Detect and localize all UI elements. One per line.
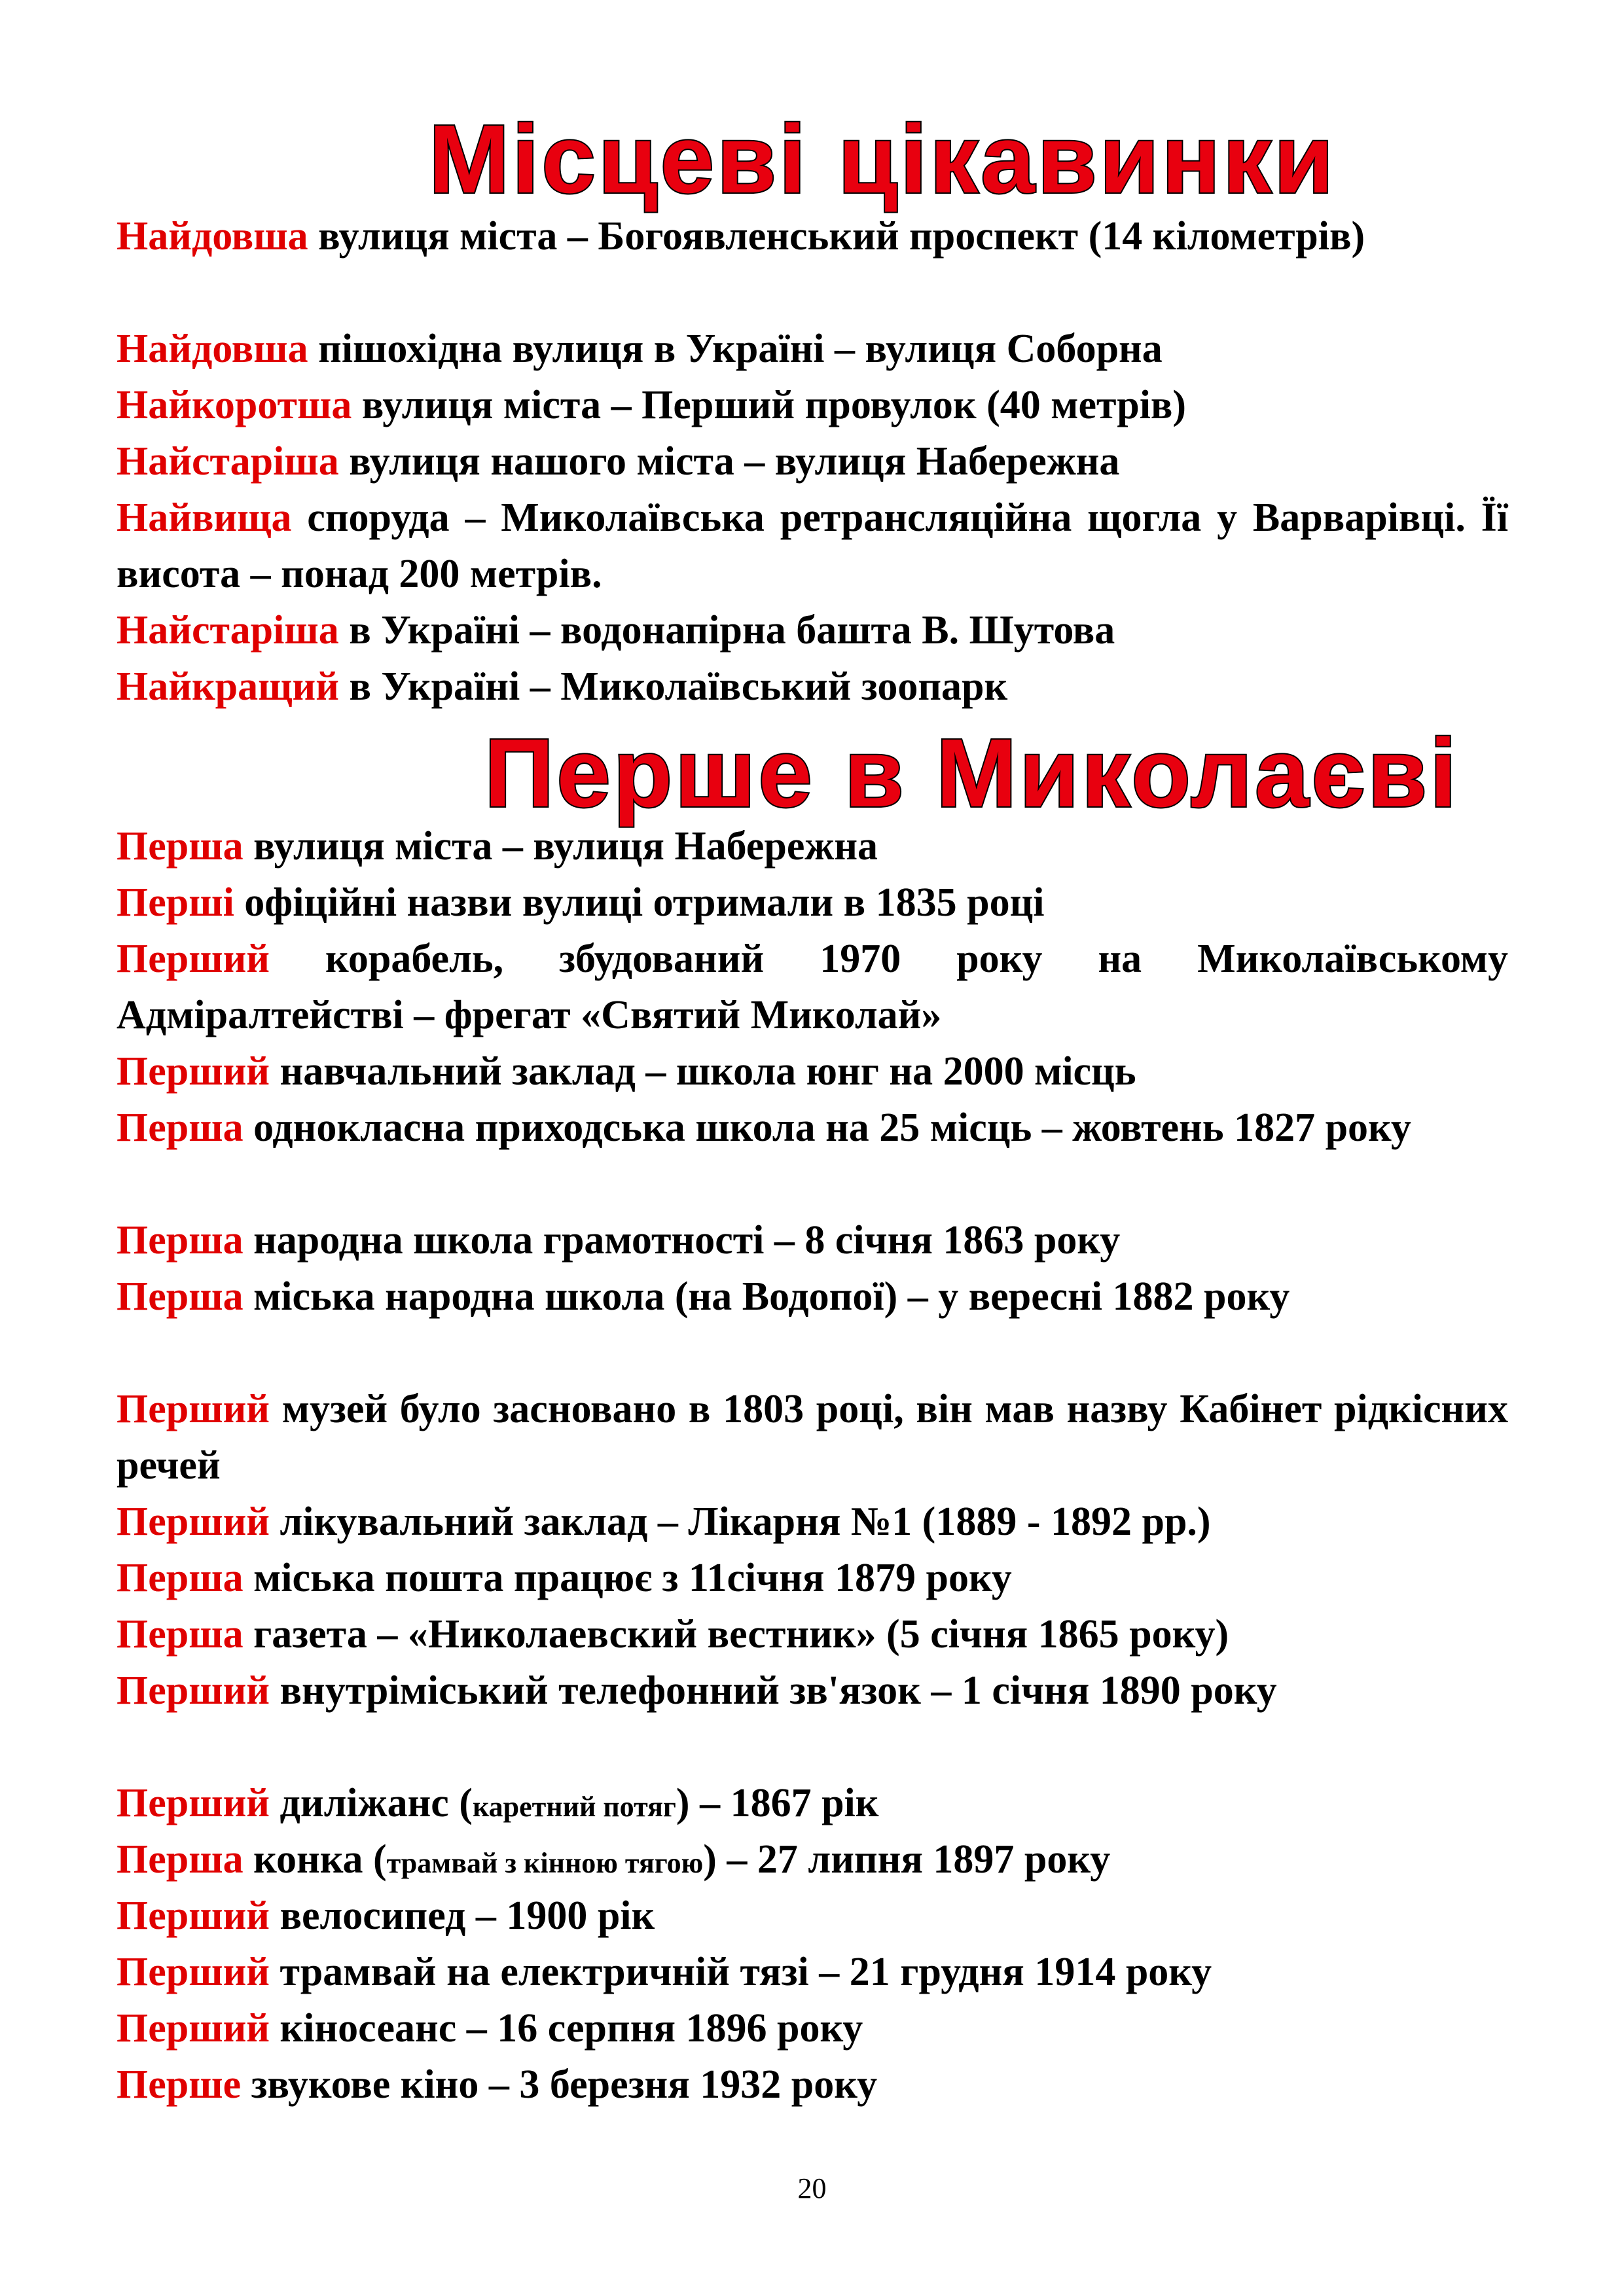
list-item [117,490,1508,602]
item-text: велосипед – 1900 рік [270,1893,655,1938]
keyword: Перша [117,1612,244,1657]
item-text: вулиця міста – Перший провулок (40 метрів) [352,383,1187,427]
item-text: в Україні – водонапірна башта В. Шутова [338,608,1115,653]
item-text: в Україні – Миколаївський зоопарк [338,664,1008,709]
list-item [117,1888,1508,1944]
list-item [117,1100,1508,1156]
item-text: трамвай на електричній тязі – 21 грудня 1914 року [270,1950,1212,1994]
keyword: Перша [117,1105,244,1150]
item-text: корабель, збудований 1970 року на Миколаївському Адміралтействі – фрегат «Святий Миколай» [117,937,1508,1037]
list-item [117,1268,1508,1325]
list-item [117,2000,1508,2056]
keyword: Найдовша [117,214,308,259]
keyword: Найкращий [117,664,339,709]
item-text: споруда – Миколаївська ретрансляційна щогла у Варварівці. Її висота – понад 200 метрів. [117,495,1508,596]
keyword: Перший [117,1499,270,1544]
list-item [117,1550,1508,1606]
list-item [117,1212,1508,1268]
list-item [117,931,1508,1043]
list-item [117,1775,1508,1835]
keyword: Перший [117,937,270,981]
keyword: Перша [117,1556,244,1600]
keyword: Найкоротша [117,383,352,427]
item-text: ) – 1867 рік [676,1781,879,1825]
item-text: навчальний заклад – школа юнг на 2000 місць [270,1049,1136,1094]
keyword: Перша [117,1218,244,1263]
keyword: Перший [117,1950,270,1994]
item-text: вулиця міста – Богоявленський проспект (14 кілометрів) [308,214,1365,259]
list-item [117,377,1508,433]
page-number: 20 [797,2172,827,2204]
keyword: Перший [117,1893,270,1938]
item-text: вулиця міста – вулиця Набережна [243,824,878,869]
list-item [117,2056,1508,2113]
section-title-firsts-in-mykolaiv: Перше в Миколаєві [484,719,1460,827]
list-item [117,1606,1508,1662]
item-text: конка ( [243,1837,387,1882]
item-text: народна школа грамотності – 8 січня 1863 року [243,1218,1121,1263]
list-item [117,1381,1508,1494]
keyword: Найстаріша [117,439,339,484]
item-text: однокласна приходська школа на 25 місць – жовтень 1827 року [243,1105,1411,1150]
item-note: каретний потяг [472,1791,676,1823]
keyword: Перші [117,880,234,925]
keyword: Перший [117,2006,270,2051]
keyword: Перша [117,1274,244,1319]
keyword: Перший [117,1668,270,1713]
keyword: Перший [117,1781,270,1825]
keyword: Найдовша [117,327,308,371]
list-item [117,1662,1508,1719]
list-item [117,1944,1508,2000]
item-text: кіносеанс – 16 серпня 1896 року [270,2006,863,2051]
list-item [117,602,1508,658]
keyword: Перша [117,1837,244,1882]
keyword: Найстаріша [117,608,339,653]
item-text: диліжанс ( [270,1781,473,1825]
list-item [117,208,1508,264]
keyword: Найвища [117,495,292,540]
list-item [117,433,1508,490]
item-text: ) – 27 липня 1897 року [703,1837,1111,1882]
keyword: Перше [117,2062,242,2107]
item-text: внутріміський телефонний зв'язок – 1 січня 1890 року [270,1668,1277,1713]
list-item [117,1494,1508,1550]
item-text: пішохідна вулиця в Україні – вулиця Соборна [308,327,1163,371]
keyword: Перша [117,824,244,869]
list-item [117,818,1508,874]
list-item [117,658,1508,715]
keyword: Перший [117,1049,270,1094]
item-text: музей було засновано в 1803 році, він мав назву Кабінет рідкісних речей [117,1387,1508,1488]
item-text: лікувальний заклад – Лікарня №1 (1889 - 1892 рр.) [270,1499,1211,1544]
item-text: міська пошта працює з 11січня 1879 року [243,1556,1012,1600]
item-text: газета – «Николаевский вестник» (5 січня 1865 року) [243,1612,1229,1657]
item-text: звукове кіно – 3 березня 1932 року [241,2062,878,2107]
item-text: вулиця нашого міста – вулиця Набережна [338,439,1120,484]
keyword: Перший [117,1387,270,1431]
list-item [117,874,1508,931]
list-item [117,1043,1508,1100]
list-item [117,321,1508,377]
item-note: трамвай з кінною тягою [386,1847,704,1879]
item-text: офіційні назви вулиці отримали в 1835 році [234,880,1045,925]
item-text: міська народна школа (на Водопої) – у вересні 1882 року [243,1274,1290,1319]
list-item [117,1831,1508,1892]
section-title-local-curiosities: Місцеві цікавинки [429,105,1337,213]
